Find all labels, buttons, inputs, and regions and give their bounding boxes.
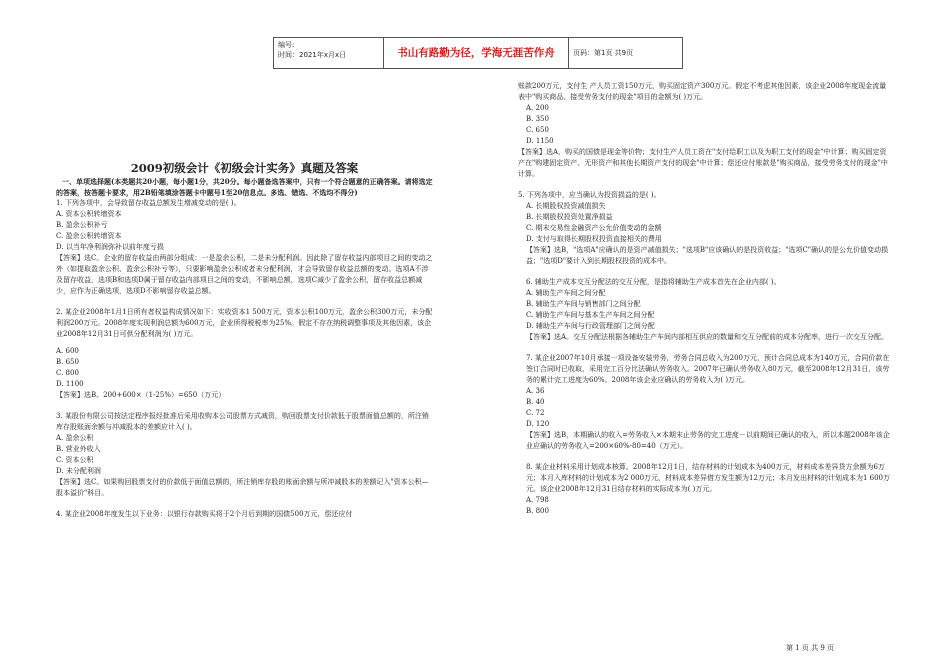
option: B. 350 [526,115,549,123]
option: C. 盈余公积转增资本 [56,232,122,240]
option: A. 36 [526,387,545,395]
option: B. 40 [526,398,545,406]
answer-6: 【答案】选A。交互分配法根据各辅助生产车间内部相互供应的数量和交互分配前的成本分配率，进行一次交互分配。 [526,333,889,341]
option: D. 未分配利润 [56,467,101,475]
page-header-box [273,37,683,69]
answer-5: 【答案】选B，"选项A"应确认的是资产减值损失；"选项B"应该确认的是投资收益；"选项C"确认的是公允价值变动损益；"选项D"要计入到长期股权投资的成本中。 [526,246,889,265]
option: B. 800 [526,507,549,515]
option: D. 以当年净利润弥补以前年度亏损 [56,243,164,251]
question-4-continued: 账款200万元，支付生 产人员工资150万元，购买固定资产300万元。假定不考虑其他因素，该企业2008年度现金流量表中"购买商品、接受劳务支付的现金"项目的金额为( )万元。 [518,82,887,101]
question-7: 7. 某企业2007年10月承接一项设备安装劳务，劳务合同总收入为200万元，预计合同总成本为140万元，合同价款在签订合同时已收取，采用完工百分比法确认劳务收入。2007年已确认劳务收入80万元，截至2008年12月31日，该劳务的累计完工进度为60%。2008年该企业应确认的劳务收入为( )万元。 [526,354,890,384]
header-page-info: 页码：第1页 共9页 [573,49,634,57]
question-2: 2. 某企业2008年1月1日所有者权益构成情况如下：实收资本1 500万元，资本公积100万元，盈余公积300万元，未分配利润200万元。2008年度实现利润总额为600万元，企业所得税税率为25%。假定不存在纳税调整事项及其他因素，该企业2008年12月31日可供分配利润为( )万元。 [56,308,433,338]
question-3: 3. 某股份有限公司按法定程序报经批准后采用收购本公司股票方式减资，购回股票支付价款低于股票面值总额的，所注销库存股账面余额与冲减股本的差额应计入( )。 [56,412,429,431]
document-title: 2009初级会计《初级会计实务》真题及答案 [130,161,359,175]
option: A. 盈余公积 [56,434,94,442]
question-4: 4. 某企业2008年度发生以下业务：以银行存款购买将于2个月后到期的国债500万元，偿还应付 [56,510,353,518]
section-heading: 一、单项选择题(本类题共20小题，每小题1分，共20分。每小题备选答案中，只有一个符合题意的正确答案。请将选定的答案，按答题卡要求，用2B铅笔填涂答题卡中题号1至20信息点。多选、错选、不选均不得分) [56,177,433,197]
option: A. 200 [526,104,549,112]
answer-4: 【答案】选A，购买的国债是现金等价物；支付生产人员工资在"支付给职工以及为职工支付的现金"中计算；购买固定资产在"购建固定资产、无形资产和其他长期资产支付的现金"中计算；偿还应付账款是"购买商品，接受劳务支付的现金"中计算。 [518,148,888,178]
option: C. 72 [526,409,545,417]
left-column [56,160,433,520]
option: A. 600 [56,347,79,355]
question-5: 5. 下列各项中，应当确认为投资损益的是( )。 [518,191,661,199]
option: B. 辅助生产车间与销售部门之间分配 [526,300,641,308]
answer-7: 【答案】选B，本期确认的收入=劳务收入×本期末止劳务的完工进度－以前期间已确认的收入，所以本题2008年该企业应确认的劳务收入=200×60%-80=40（万元）。 [526,431,890,450]
option: B. 650 [56,358,79,366]
header-motto: 书山有路勤为径，学海无涯苦作舟 [384,38,569,68]
option: D. 120 [526,420,550,428]
header-time-label: 时间：2021年x月x日 [278,51,347,59]
option: A. 长期股权投资减值损失 [526,202,606,210]
option: D. 1100 [56,380,84,388]
option: C. 辅助生产车间与基本生产车间之间分配 [526,311,655,319]
option: D. 辅助生产车间与行政管理部门之间分配 [526,322,655,330]
header-meta [274,38,384,68]
option: B. 盈余公积补亏 [56,221,108,229]
question-1: 1. 下列各项中，会导致留存收益总额发生增减变动的是( )。 [56,199,241,207]
option: D. 1150 [526,137,554,145]
answer-1: 【答案】选C。企业的留存收益由两部分组成：一是盈余公积，二是未分配利润。因此除了留存收益内部项目之间的变动之外（如提取盈余公积、盈余公积补亏等），只要影响盈余公积或者未分配利润，才会导致留存收益总额的变动。选项A不涉及留存收益，选项B和选项D属于留存收益内部项目之间的变动，不影响总额，选项C减少了盈余公积，留存收益总额减少，应作为正确选项，选项D不影响留存收益总额。 [56,254,433,295]
option: C. 650 [526,126,549,134]
option: C. 期末交易性金融资产公允价值变动的金额 [526,224,662,232]
option: C. 800 [56,369,79,377]
option: D. 支付与取得长期股权投资直接相关的费用 [526,235,662,243]
page-footer: 第 1 页 共 9 页 [786,644,835,652]
option: C. 资本公积 [56,456,94,464]
answer-3: 【答案】选C。如果购回股票支付的价款低于面值总额的，所注销库存股的账面余额与所冲减股本的差额记入"资本公积—股本溢价"科目。 [56,478,429,497]
question-8: 8. 某企业材料采用计划成本核算。2008年12月1日，结存材料的计划成本为400万元，材料成本差异贷方余额为6万元；本月入库材料的计划成本为2 000万元，材料成本差异借方发生额为12万元；本月发出材料的计划成本为1 600万元。该企业2008年12月31日结存材料的实际成本为( )万元。 [526,463,890,493]
option: A. 资本公积转增资本 [56,210,122,218]
right-column [518,81,890,517]
header-number-label: 编号: [278,41,295,49]
question-6: 6. 辅助生产成本交互分配法的交互分配，是指将辅助生产成本首先在企业内部( )。 [526,278,781,286]
answer-2: 【答案】选B。200+600×（1-25%）=650（万元） [56,391,226,399]
option: B. 营业外收入 [56,445,101,453]
option: A. 辅助生产车间之间分配 [526,289,606,297]
option: A. 798 [526,496,549,504]
option: B. 长期股权投资处置净损益 [526,213,613,221]
